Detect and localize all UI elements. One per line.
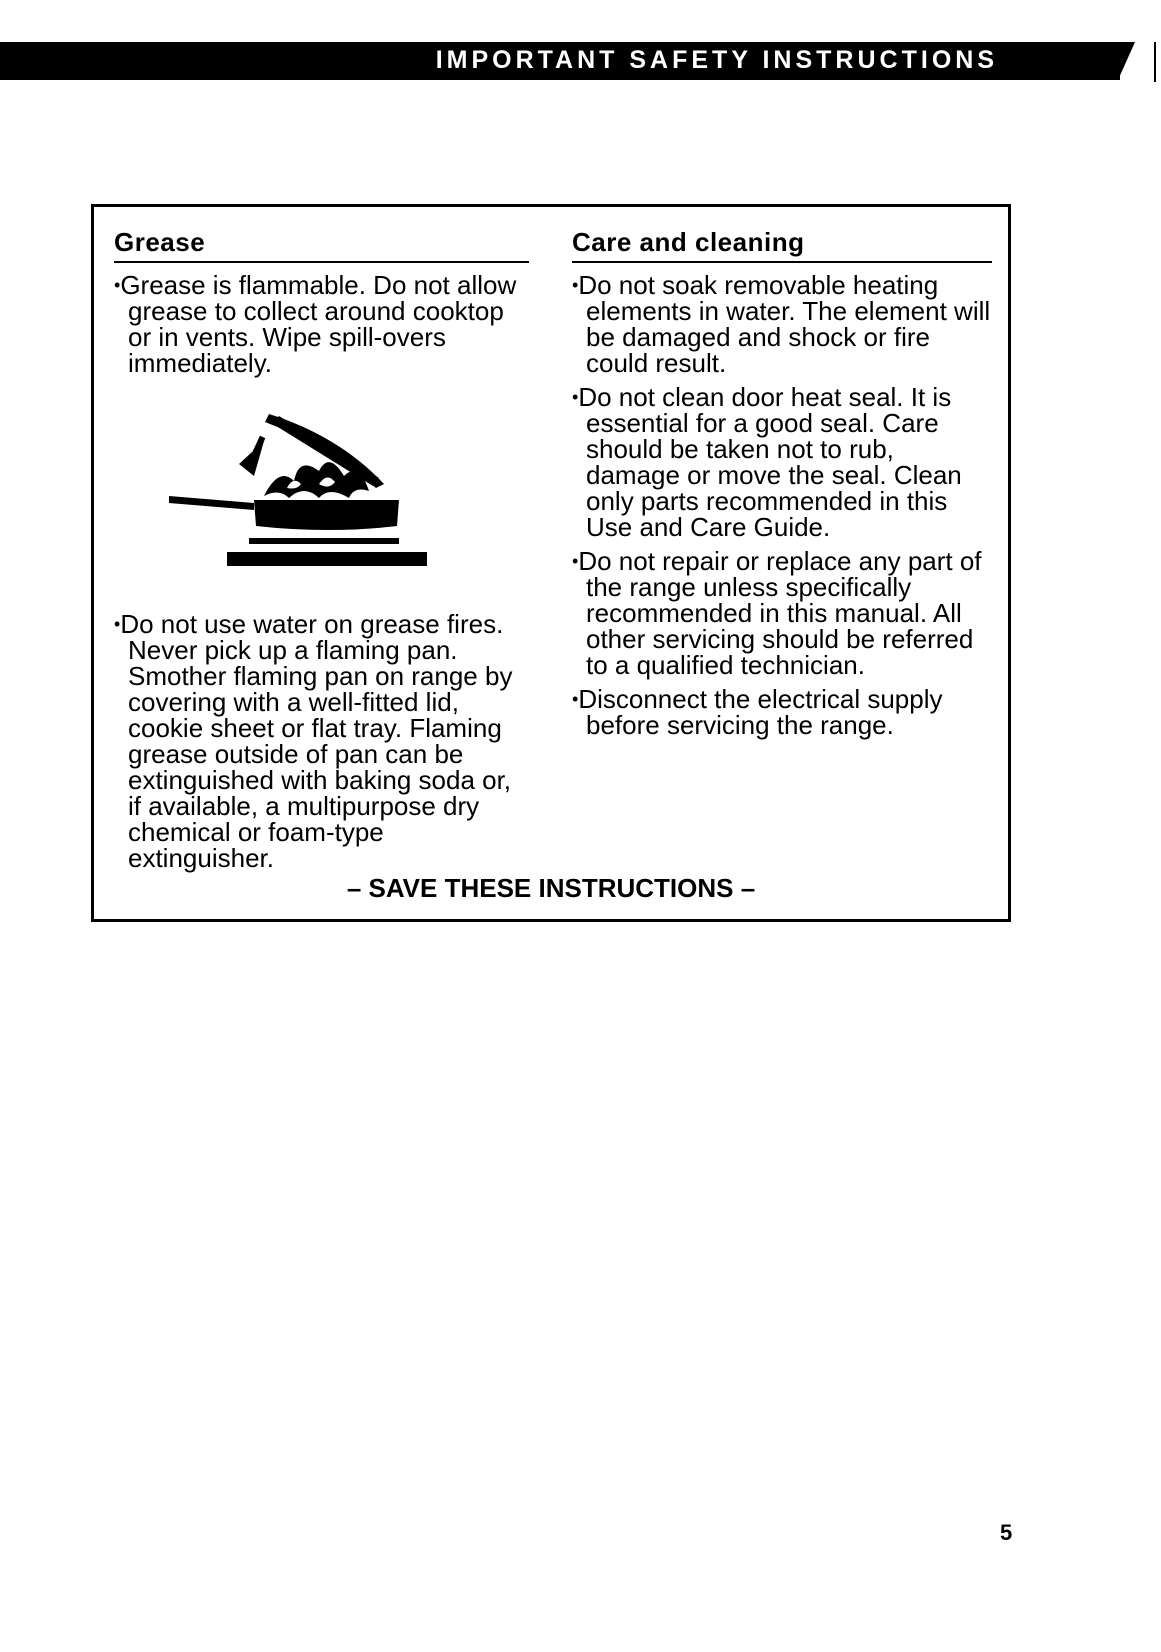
list-item-text: Disconnect the electrical supply before servicing the range. bbox=[578, 684, 943, 740]
banner-tail bbox=[1118, 42, 1135, 80]
bullet: • bbox=[572, 275, 579, 295]
list-item bbox=[572, 548, 992, 678]
list-item-text: Do not use water on grease fires. Never pick up a flaming pan. Smother flaming pan on range by covering with a well-fitted lid, cookie sheet or flat tray. Flaming grease outside of pan can be extinguished with baking soda or, if available, a multipurpose dry chemical or foam-type extinguisher. bbox=[120, 609, 513, 873]
list-item bbox=[572, 384, 992, 540]
care-heading: Care and cleaning bbox=[572, 227, 992, 263]
save-instructions-note: – SAVE THESE INSTRUCTIONS – bbox=[346, 873, 756, 903]
list-item-text: Do not clean door heat seal. It is essential for a good seal. Care should be taken not to rub, damage or move the seal. Clean only parts recommended in this Use and Care Guide. bbox=[578, 382, 962, 542]
bullet: • bbox=[114, 614, 121, 634]
care-cleaning-section bbox=[572, 227, 992, 746]
bullet: • bbox=[572, 387, 579, 407]
list-item bbox=[114, 272, 529, 376]
list-item-text: Do not repair or replace any part of the range unless specifically recommended in this manual. All other servicing should be referred to a qualified technician. bbox=[578, 546, 982, 680]
page-number: 5 bbox=[1000, 1520, 1013, 1545]
instructions-box bbox=[91, 204, 1011, 922]
bullet: • bbox=[572, 689, 579, 709]
list-item bbox=[572, 272, 992, 376]
bullet: • bbox=[114, 275, 121, 295]
bullet: • bbox=[572, 551, 579, 571]
list-item-text: Grease is flammable. Do not allow grease to collect around cooktop or in vents. Wipe spill-overs immediately. bbox=[120, 270, 517, 378]
page-edge-mark bbox=[1154, 42, 1156, 82]
list-item-text: Do not soak removable heating elements in water. The element will be damaged and shock or fire could result. bbox=[578, 270, 991, 378]
grease-heading: Grease bbox=[114, 227, 529, 263]
grease-section bbox=[114, 227, 529, 871]
list-item bbox=[572, 686, 992, 738]
page-title: IMPORTANT SAFETY INSTRUCTIONS bbox=[435, 46, 998, 74]
flaming-pan-lid-icon bbox=[169, 406, 469, 581]
header-banner bbox=[0, 42, 1120, 80]
list-item bbox=[114, 611, 529, 871]
